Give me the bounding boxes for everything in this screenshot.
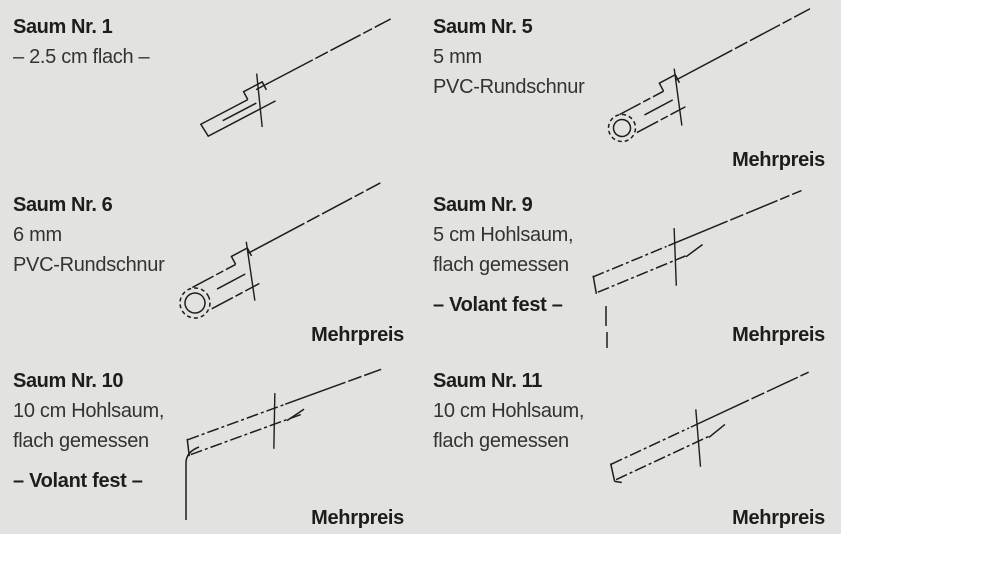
- mehrpreis-label: Mehrpreis: [732, 324, 825, 346]
- panel-saum-11: [420, 360, 841, 534]
- mehrpreis-label: Mehrpreis: [311, 507, 404, 529]
- mehrpreis-label: Mehrpreis: [732, 507, 825, 529]
- panel-title: Saum Nr. 1: [13, 16, 113, 38]
- panel-saum-1: [0, 0, 420, 180]
- panel-saum-5: [420, 0, 841, 180]
- panel-desc-line: 10 cm Hohlsaum,: [433, 400, 585, 422]
- panel-title: Saum Nr. 11: [433, 370, 542, 392]
- panel-desc-line: flach gemessen: [433, 254, 569, 276]
- panel-desc-line: PVC-Rundschnur: [13, 254, 165, 276]
- panel-desc-line: PVC-Rundschnur: [433, 76, 585, 98]
- panel-saum-10: [0, 360, 420, 534]
- panel-desc-line: flach gemessen: [433, 430, 569, 452]
- panel-desc-line: 6 mm: [13, 224, 62, 246]
- panel-title: Saum Nr. 6: [13, 194, 113, 216]
- panel-desc-line: 5 mm: [433, 46, 482, 68]
- panel-desc-line: 5 cm Hohlsaum,: [433, 224, 574, 246]
- panel-note: – Volant fest –: [433, 294, 563, 316]
- panel-title: Saum Nr. 10: [13, 370, 124, 392]
- panel-saum-9: [420, 180, 841, 360]
- panel-desc-line: flach gemessen: [13, 430, 149, 452]
- panel-title: Saum Nr. 5: [433, 16, 533, 38]
- panel-desc-line: 10 cm Hohlsaum,: [13, 400, 165, 422]
- mehrpreis-label: Mehrpreis: [732, 149, 825, 171]
- panel-saum-6: [0, 180, 420, 360]
- panel-title: Saum Nr. 9: [433, 194, 533, 216]
- panel-note: – Volant fest –: [13, 470, 143, 492]
- panel-desc-line: – 2.5 cm flach –: [13, 46, 150, 68]
- mehrpreis-label: Mehrpreis: [311, 324, 404, 346]
